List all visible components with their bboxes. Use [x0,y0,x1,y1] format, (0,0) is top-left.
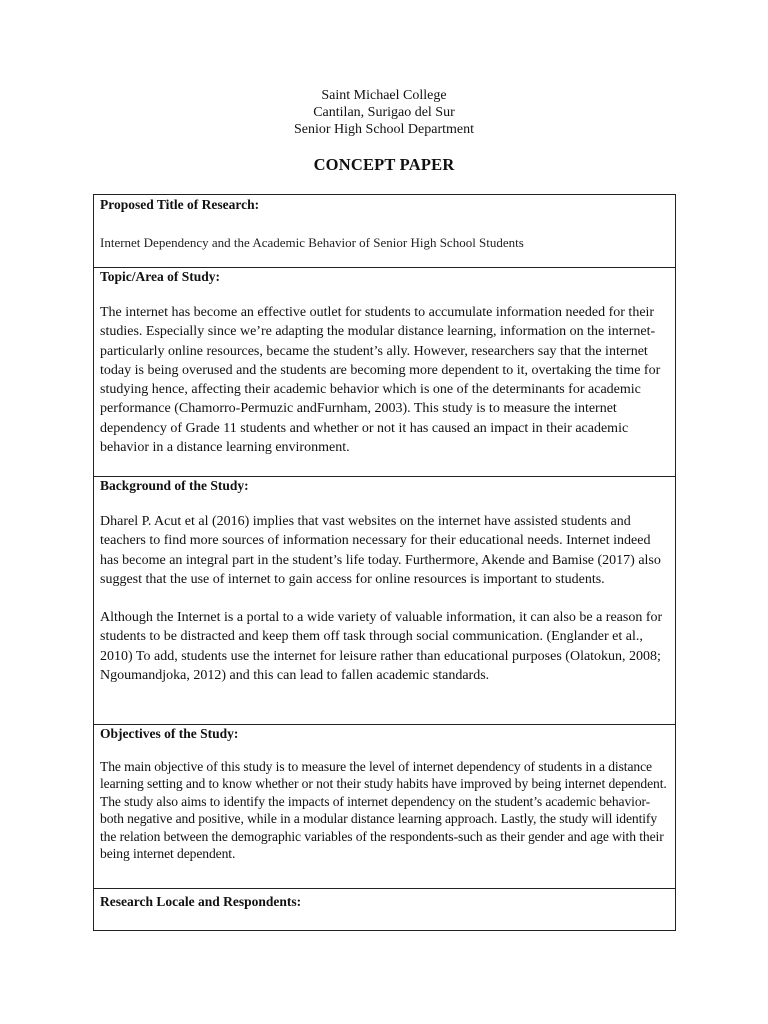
college-name: Saint Michael College [321,88,447,103]
document-title: CONCEPT PAPER [313,155,455,174]
locale-heading: Research Locale and Respondents: [100,894,302,909]
background-heading: Background of the Study: [100,478,249,493]
background-row [94,477,676,725]
background-paragraph-1: Dharel P. Acut et al (2016) implies that vast websites on the internet have assisted students and teachers to find more sources of information necessary for their educational needs. Internet indeed has become an integral part in the student’s life today. Furthermore, Akende and Bamise (2017) also suggest that the use of internet to gain access for online resources is important to students. [100,514,661,587]
proposed-title-heading: Proposed Title of Research: [100,197,260,212]
topic-text: The internet has become an effective outlet for students to accumulate information needed for their studies. Especially since we’re adapting the modular distance learning, information on the internet-particularly online resources, became the student’s ally. However, researchers say that the internet today is being overused and the students are becoming more dependent to it, overtaking the time for studying hence, affecting their academic behavior which is one of the determinants for academic performance (Chamorro-Permuzic andFurnham, 2003). This study is to measure the internet dependency of Grade 11 students and whether or not it has caused an impact in their academic behavior in a distance learning environment. [100,305,661,456]
topic-cell [94,268,676,477]
topic-row [94,268,676,477]
background-paragraph-2: Although the Internet is a portal to a wide variety of valuable information, it can also be a reason for students to be distracted and keep them off task through social communication. (Englander et al., 2010) To add, students use the internet for leisure rather than educational purposes (Olatokun, 2008; Ngoumandjoka, 2012) and this can lead to fallen academic standards. [100,610,663,684]
locale-row [94,889,676,931]
department-name: Senior High School Department [293,122,475,137]
document-header [0,87,768,138]
proposed-title-text: Internet Dependency and the Academic Behavior of Senior High School Students [100,235,524,250]
topic-heading: Topic/Area of Study: [100,269,221,284]
objectives-heading: Objectives of the Study: [100,726,239,741]
proposed-title-row [94,195,676,268]
objectives-row [94,725,676,889]
objectives-cell [94,725,676,889]
concept-paper-table [93,194,676,931]
locale-cell [94,889,676,931]
objectives-text: The main objective of this study is to measure the level of internet dependency of students in a distance learning setting and to know whether or not their study habits have improved by being internet dependent. The study also aims to identify the impacts of internet dependency on the student’s academic behavior-both negative and positive, while in a modular distance learning approach. Lastly, the study will identify the relation between the demographic variables of the respondents-such as their gender and age with their being internet dependent. [100,759,667,862]
proposed-title-cell [94,195,676,268]
background-cell [94,477,676,725]
college-location: Cantilan, Surigao del Sur [313,105,455,120]
